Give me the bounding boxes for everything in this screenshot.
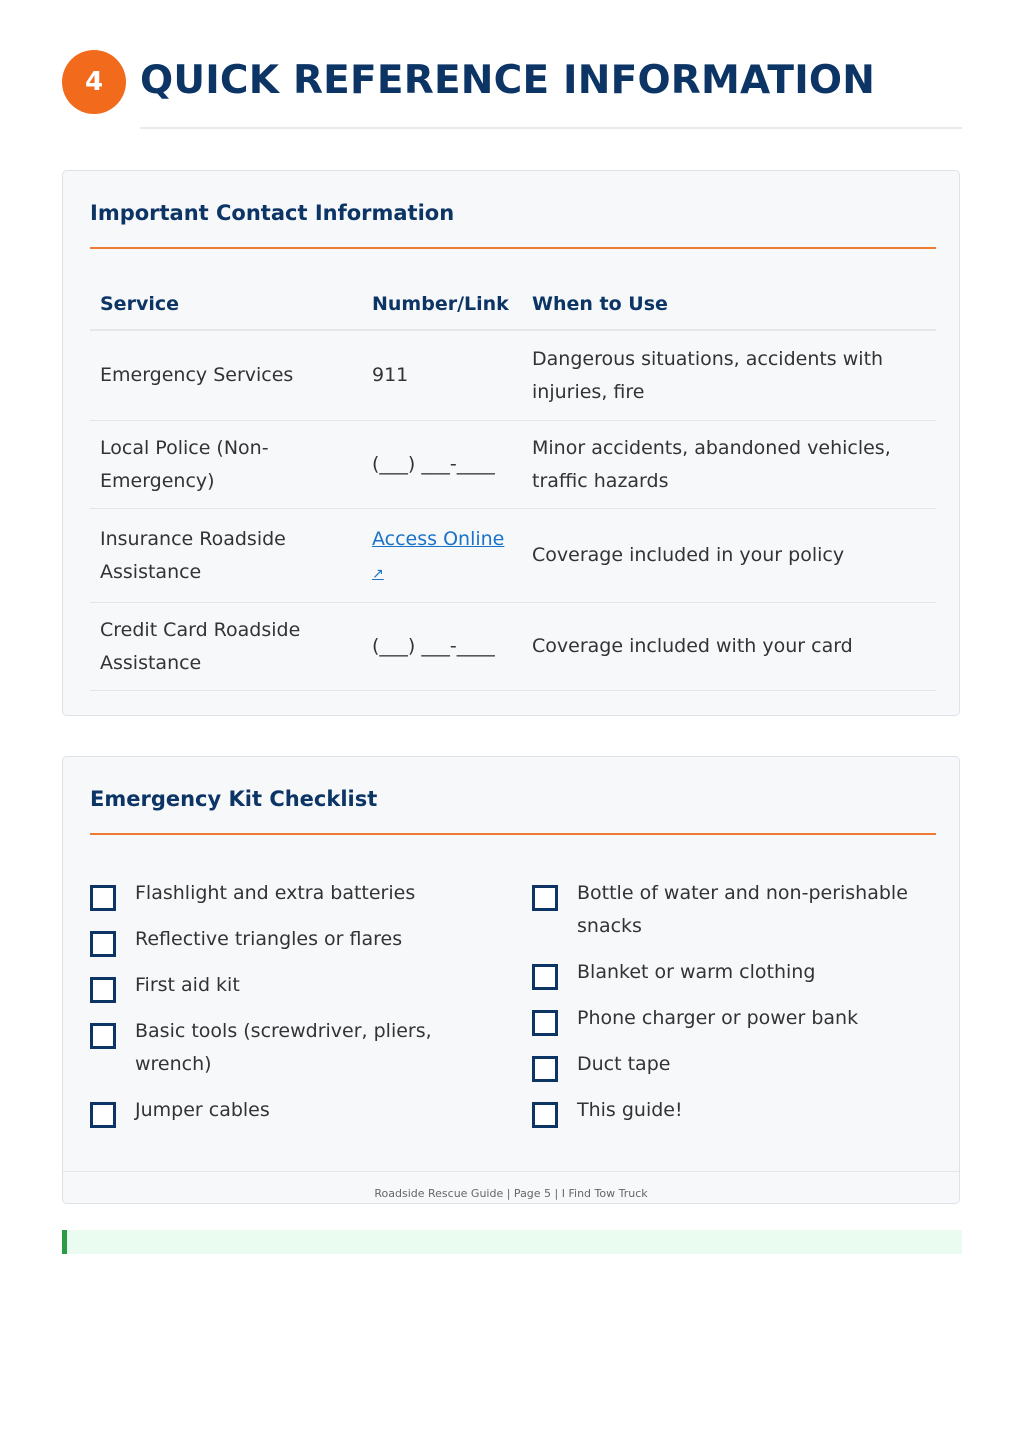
when-cell: Coverage included in your policy: [522, 509, 936, 603]
checklist-item-label: Bottle of water and non-perishable snacks: [577, 882, 908, 937]
checklist-item-label: Phone charger or power bank: [577, 1007, 859, 1029]
page-footer: Roadside Rescue Guide | Page 5 | I Find Tow Truck: [374, 1187, 648, 1200]
external-link-icon[interactable]: ↗: [372, 565, 384, 582]
table-header-row: [90, 279, 936, 330]
checklist-item: [90, 969, 510, 1002]
checklist-item-label: Duct tape: [577, 1053, 671, 1075]
access-online-link[interactable]: Access Online: [372, 527, 505, 550]
contact-info-card: [62, 170, 960, 716]
checklist-item-label: Reflective triangles or flares: [135, 928, 403, 950]
checklist-item: [532, 877, 912, 943]
checklist-item: [90, 923, 510, 956]
checklist-right-column: [532, 877, 912, 1140]
checklist-item: [90, 877, 510, 910]
checkbox[interactable]: [532, 1056, 558, 1082]
footer-divider: [63, 1171, 959, 1172]
title-divider: [140, 127, 962, 129]
checkbox[interactable]: [532, 1010, 558, 1036]
table-row: [90, 603, 936, 691]
number-cell: [362, 509, 522, 603]
checkbox[interactable]: [90, 885, 116, 911]
service-cell: Local Police (Non-Emergency): [90, 421, 362, 509]
column-header-number: Number/Link: [362, 279, 522, 330]
checklist-item-label: Blanket or warm clothing: [577, 961, 816, 983]
checklist-item: [90, 1094, 510, 1127]
number-cell: (___) ___-____: [362, 421, 522, 509]
service-cell: Credit Card Roadside Assistance: [90, 603, 362, 691]
table-row: [90, 330, 936, 421]
column-header-service: Service: [90, 279, 362, 330]
checklist-item-label: Basic tools (screwdriver, pliers, wrench): [135, 1020, 432, 1075]
contact-info-divider: [90, 247, 936, 249]
emergency-kit-title: Emergency Kit Checklist: [90, 787, 378, 811]
table-row: [90, 509, 936, 603]
checklist-item: [532, 1048, 912, 1081]
checklist-item: [90, 1015, 510, 1081]
checkbox[interactable]: [532, 964, 558, 990]
contact-info-title: Important Contact Information: [90, 201, 455, 225]
callout-bar: [62, 1230, 962, 1254]
number-cell: (___) ___-____: [362, 603, 522, 691]
checkbox[interactable]: [532, 1102, 558, 1128]
contact-table: [90, 279, 936, 691]
when-cell: Coverage included with your card: [522, 603, 936, 691]
checklist-item-label: First aid kit: [135, 974, 240, 996]
checklist-item: [532, 956, 912, 989]
when-cell: Dangerous situations, accidents with injuries, fire: [522, 330, 936, 421]
emergency-kit-card: [62, 756, 960, 1204]
checklist-item-label: This guide!: [577, 1099, 683, 1121]
checkbox[interactable]: [90, 1102, 116, 1128]
emergency-kit-divider: [90, 833, 936, 835]
column-header-when: When to Use: [522, 279, 936, 330]
checkbox[interactable]: [90, 1023, 116, 1049]
page-title: QUICK REFERENCE INFORMATION: [140, 58, 876, 103]
number-cell: 911: [362, 330, 522, 421]
table-row: [90, 421, 936, 509]
service-cell: Insurance Roadside Assistance: [90, 509, 362, 603]
checkbox[interactable]: [90, 977, 116, 1003]
checklist-item-label: Flashlight and extra batteries: [135, 882, 416, 904]
checkbox[interactable]: [532, 885, 558, 911]
checklist-item-label: Jumper cables: [135, 1099, 270, 1121]
section-header: [62, 50, 962, 130]
checklist-item: [532, 1002, 912, 1035]
checkbox[interactable]: [90, 931, 116, 957]
when-cell: Minor accidents, abandoned vehicles, traffic hazards: [522, 421, 936, 509]
section-number-badge: 4: [62, 50, 126, 114]
checklist-left-column: [90, 877, 510, 1140]
checklist-item: [532, 1094, 912, 1127]
service-cell: Emergency Services: [90, 330, 362, 421]
